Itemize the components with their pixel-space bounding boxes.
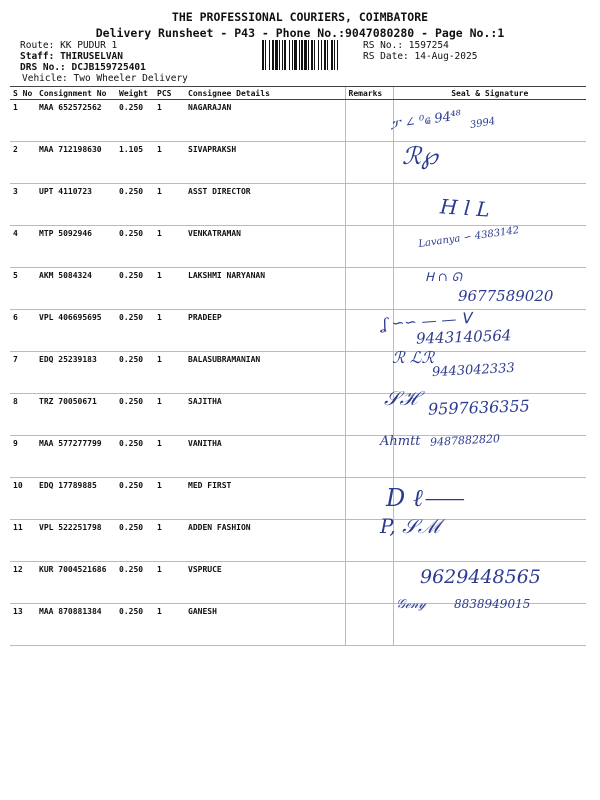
cell-sno: 10: [10, 478, 36, 520]
vehicle-label: Vehicle:: [22, 73, 68, 84]
table-row: [10, 268, 586, 310]
cell-weight: 0.250: [116, 226, 154, 268]
cell-signature: [393, 142, 586, 184]
cell-remarks: [345, 436, 393, 478]
cell-weight: 0.250: [116, 520, 154, 562]
col-remarks: Remarks: [345, 87, 393, 100]
rs-date-line: [363, 51, 477, 62]
route-line: [20, 40, 117, 51]
cell-signature: [393, 100, 586, 142]
table-row: [10, 184, 586, 226]
cell-signature: [393, 478, 586, 520]
cell-weight: 0.250: [116, 268, 154, 310]
signature-7-number: 9443042333: [431, 360, 516, 381]
table-row: [10, 436, 586, 478]
cell-weight: 0.250: [116, 562, 154, 604]
cell-weight: 0.250: [116, 604, 154, 646]
signature-10: D ℓ⸺: [386, 484, 464, 512]
cell-pcs: 1: [154, 520, 185, 562]
signature-7: ℛ ℒℛ: [392, 348, 435, 367]
company-title: THE PROFESSIONAL COURIERS, COIMBATORE: [171, 10, 429, 24]
cell-signature: [393, 352, 586, 394]
signature-5-number: 9677589020: [458, 287, 554, 305]
cell-remarks: [345, 142, 393, 184]
cell-weight: 0.250: [116, 436, 154, 478]
rs-date-label: RS Date:: [363, 51, 409, 62]
cell-pcs: 1: [154, 100, 185, 142]
staff-value: THIRUSELVAN: [60, 51, 123, 62]
cell-sno: 9: [10, 436, 36, 478]
cell-signature: [393, 184, 586, 226]
cell-pcs: 1: [154, 478, 185, 520]
drs-value: DCJB159725401: [71, 62, 146, 73]
cell-consignment: UPT 4110723: [36, 184, 116, 226]
cell-consignment: EDQ 25239183: [36, 352, 116, 394]
table-row: [10, 100, 586, 142]
runsheet-subtitle: Delivery Runsheet - P43 - Phone No.:9047080280 - Page No.:1: [95, 26, 505, 40]
cell-sno: 3: [10, 184, 36, 226]
table-row: [10, 226, 586, 268]
col-sno: S No: [10, 87, 36, 100]
cell-consignment: EDQ 17789885: [36, 478, 116, 520]
cell-signature: [393, 520, 586, 562]
table-row: [10, 142, 586, 184]
col-weight: Weight: [116, 87, 154, 100]
cell-weight: 0.250: [116, 394, 154, 436]
vehicle-value: Two Wheeler Delivery: [73, 73, 188, 84]
cell-remarks: [345, 520, 393, 562]
cell-pcs: 1: [154, 142, 185, 184]
staff-line: [20, 51, 123, 62]
cell-weight: 0.250: [116, 100, 154, 142]
cell-consignment: TRZ 70050671: [36, 394, 116, 436]
runsheet-table: [10, 86, 586, 646]
cell-weight: 0.250: [116, 478, 154, 520]
col-consignee: Consignee Details: [185, 87, 345, 100]
cell-consignment: MAA 870881384: [36, 604, 116, 646]
cell-pcs: 1: [154, 310, 185, 352]
cell-consignee: VSPRUCE: [185, 562, 345, 604]
cell-remarks: [345, 226, 393, 268]
cell-remarks: [345, 310, 393, 352]
col-pcs: PCS: [154, 87, 185, 100]
table-row: [10, 478, 586, 520]
rs-no-value: 1597254: [408, 40, 449, 51]
vehicle-line: [22, 73, 188, 84]
cell-consignment: VPL 406695695: [36, 310, 116, 352]
signature-1: ፓ ∠ ⁰ҩ 94⁴⁸: [389, 108, 463, 133]
signature-2: ℛ℘: [402, 142, 438, 170]
table-row: [10, 520, 586, 562]
cell-sno: 1: [10, 100, 36, 142]
cell-signature: [393, 562, 586, 604]
cell-sno: 11: [10, 520, 36, 562]
table-header-row: [10, 87, 586, 100]
signature-9: Ahmtt: [380, 434, 421, 449]
cell-sno: 2: [10, 142, 36, 184]
cell-pcs: 1: [154, 562, 185, 604]
signature-3: H l L: [439, 194, 491, 222]
cell-weight: 0.250: [116, 184, 154, 226]
cell-pcs: 1: [154, 604, 185, 646]
drs-label: DRS No.:: [20, 62, 66, 73]
cell-consignee: SIVAPRAKSH: [185, 142, 345, 184]
cell-signature: [393, 604, 586, 646]
cell-pcs: 1: [154, 394, 185, 436]
cell-consignee: ADDEN FASHION: [185, 520, 345, 562]
signature-11: P, 𝒮ℳ: [380, 514, 440, 538]
signature-13: 𝒢ℯ𝓃𝓎: [396, 597, 426, 612]
cell-remarks: [345, 184, 393, 226]
cell-remarks: [345, 604, 393, 646]
cell-consignment: MAA 712198630: [36, 142, 116, 184]
rs-no-line: [363, 40, 449, 51]
route-value: KK PUDUR 1: [60, 40, 118, 51]
cell-sno: 12: [10, 562, 36, 604]
signature-4: Lavanya ∽ 4383142: [417, 224, 520, 251]
cell-consignee: MED FIRST: [185, 478, 345, 520]
cell-pcs: 1: [154, 184, 185, 226]
cell-consignee: BALASUBRAMANIAN: [185, 352, 345, 394]
cell-consignee: GANESH: [185, 604, 345, 646]
cell-sno: 6: [10, 310, 36, 352]
cell-signature: [393, 310, 586, 352]
signature-6-number: 9443140564: [415, 326, 512, 348]
cell-sno: 4: [10, 226, 36, 268]
cell-remarks: [345, 268, 393, 310]
cell-sno: 13: [10, 604, 36, 646]
cell-remarks: [345, 478, 393, 520]
cell-consignee: SAJITHA: [185, 394, 345, 436]
cell-pcs: 1: [154, 436, 185, 478]
cell-pcs: 1: [154, 352, 185, 394]
cell-signature: [393, 268, 586, 310]
table-row: [10, 562, 586, 604]
cell-pcs: 1: [154, 268, 185, 310]
table-row: [10, 352, 586, 394]
signature-5: ᕼ ∩ ᘏ: [425, 270, 462, 284]
cell-consignment: MTP 5092946: [36, 226, 116, 268]
cell-remarks: [345, 100, 393, 142]
cell-consignee: NAGARAJAN: [185, 100, 345, 142]
signature-1-number: 3994: [469, 115, 497, 132]
table-row: [10, 604, 586, 646]
cell-consignee: ASST DIRECTOR: [185, 184, 345, 226]
cell-consignment: AKM 5084324: [36, 268, 116, 310]
cell-remarks: [345, 394, 393, 436]
cell-consignment: KUR 7004521686: [36, 562, 116, 604]
staff-label: Staff:: [20, 51, 55, 62]
cell-signature: [393, 436, 586, 478]
cell-consignee: LAKSHMI NARYANAN: [185, 268, 345, 310]
signature-9-number: 9487882820: [429, 432, 501, 449]
cell-signature: [393, 394, 586, 436]
cell-consignment: MAA 577277799: [36, 436, 116, 478]
signature-12-number: 9629448565: [420, 566, 541, 588]
cell-consignment: MAA 652572562: [36, 100, 116, 142]
rs-date-value: 14-Aug-2025: [414, 51, 478, 62]
cell-sno: 5: [10, 268, 36, 310]
cell-weight: 0.250: [116, 352, 154, 394]
cell-weight: 1.105: [116, 142, 154, 184]
route-label: Route:: [20, 40, 55, 51]
cell-remarks: [345, 352, 393, 394]
cell-sno: 8: [10, 394, 36, 436]
signature-13-number: 8838949015: [454, 597, 531, 611]
drs-line: [20, 62, 146, 73]
cell-sno: 7: [10, 352, 36, 394]
table-row: [10, 394, 586, 436]
barcode: [262, 40, 356, 70]
cell-consignee: VENKATRAMAN: [185, 226, 345, 268]
cell-consignee: PRADEEP: [185, 310, 345, 352]
col-signature: Seal & Signature: [393, 87, 586, 100]
cell-consignee: VANITHA: [185, 436, 345, 478]
signature-8: 𝒮ℋ: [384, 386, 418, 410]
signature-8-number: 9597636355: [427, 396, 531, 419]
cell-consignment: VPL 522251798: [36, 520, 116, 562]
cell-remarks: [345, 562, 393, 604]
table-row: [10, 310, 586, 352]
col-consignment: Consignment No: [36, 87, 116, 100]
cell-weight: 0.250: [116, 310, 154, 352]
rs-no-label: RS No.:: [363, 40, 404, 51]
signature-6: ʆ ∽∽ — — ᐯ: [381, 308, 472, 334]
cell-signature: [393, 226, 586, 268]
cell-pcs: 1: [154, 226, 185, 268]
